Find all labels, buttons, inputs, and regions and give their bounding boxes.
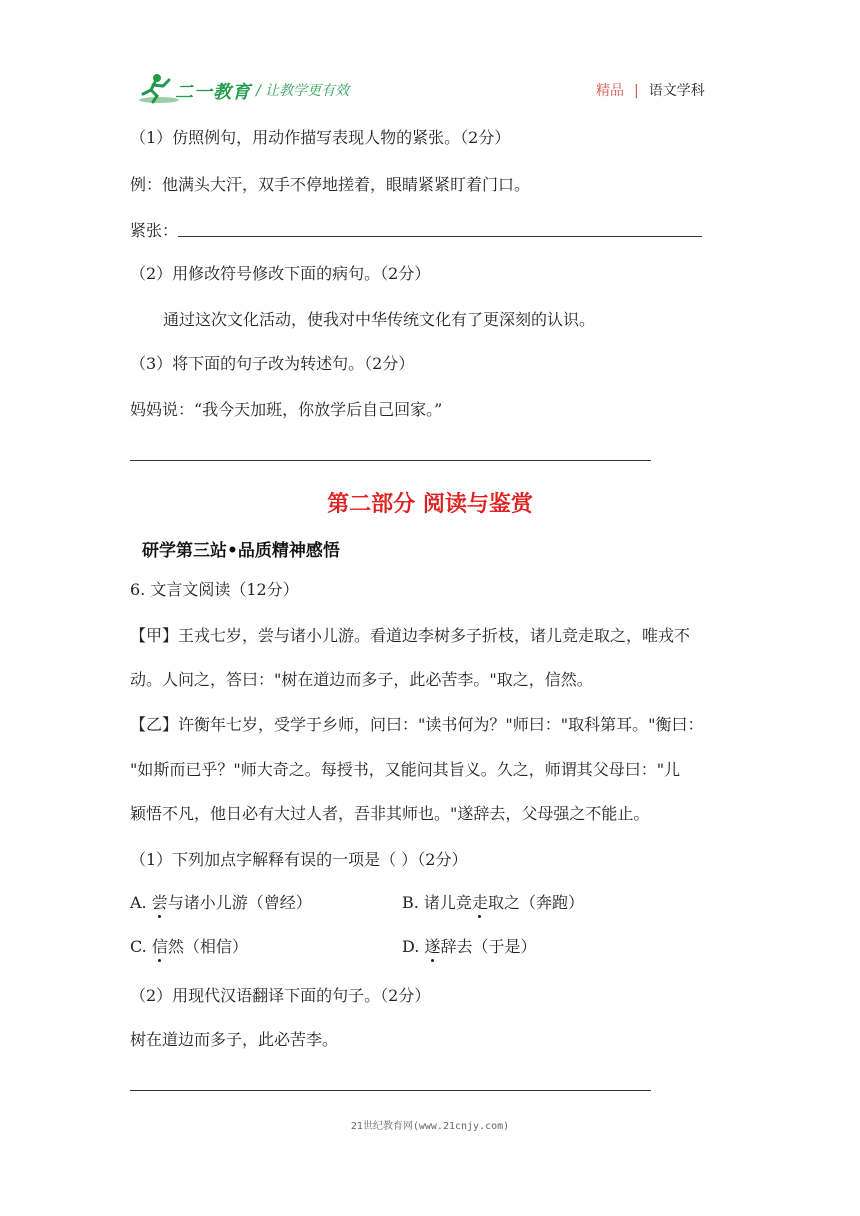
passage-jia-line-1: 【甲】王戎七岁，尝与诸小儿游。看道边李树多子折枝，诸儿竞走取之，唯戎不 — [130, 626, 691, 645]
passage-yi-line-1: 【乙】许衡年七岁，受学于乡师，问曰："读书何为？"师曰："取科第耳。"衡曰： — [130, 715, 704, 734]
q6-title: 6. 文言文阅读（12分） — [130, 580, 299, 599]
brand-name: 二一教育 — [175, 82, 251, 103]
option-a-rest: 与诸小儿游（曾经） — [167, 893, 312, 912]
header-separator: | — [634, 83, 639, 99]
option-b-prefix: B. 诸儿竞 — [402, 893, 472, 912]
header-right — [596, 80, 705, 100]
q3-answer-line[interactable] — [130, 460, 651, 461]
q1-example: 例：他满头大汗，双手不停地搓着，眼睛紧紧盯着门口。 — [130, 175, 531, 194]
q1-title: （1）仿照例句，用动作描写表现人物的紧张。（2分） — [130, 128, 511, 147]
sub2-answer-line[interactable] — [130, 1090, 651, 1091]
quality-badge: 精品 — [596, 83, 624, 99]
option-a-prefix: A. — [130, 893, 152, 912]
q3-sentence: 妈妈说：“我今天加班，你放学后自己回家。” — [130, 400, 443, 419]
passage-yi-line-3: 颖悟不凡，他日必有大过人者，吾非其师也。"遂辞去，父母强之不能止。 — [130, 804, 650, 823]
option-c[interactable] — [130, 937, 248, 957]
option-b-dotted-char: 走 — [471, 893, 488, 912]
sub1-title: （1）下列加点字解释有误的一项是（ ）（2分） — [130, 850, 468, 869]
q3-title: （3）将下面的句子改为转述句。（2分） — [130, 354, 415, 373]
option-d-rest: 辞去（于是） — [440, 937, 537, 956]
q1-answer-label: 紧张： — [130, 221, 179, 240]
passage-jia-line-2: 动。人问之，答曰："树在道边而多子，此必苦李。"取之，信然。 — [130, 670, 593, 689]
sub2-title: （2）用现代汉语翻译下面的句子。（2分） — [130, 986, 431, 1005]
option-b[interactable] — [402, 893, 584, 913]
option-a[interactable] — [130, 893, 312, 913]
subject-label: 语文学科 — [648, 83, 705, 99]
option-c-rest: 然（相信） — [167, 937, 248, 956]
q2-sentence: 通过这次文化活动，使我对中华传统文化有了更深刻的认识。 — [163, 310, 596, 329]
option-c-dotted-char: 信 — [151, 937, 168, 956]
station-heading: 研学第三站•品质精神感悟 — [142, 541, 340, 561]
option-a-dotted-char: 尝 — [151, 893, 168, 912]
option-d-dotted-char: 遂 — [424, 937, 441, 956]
option-c-prefix: C. — [130, 937, 152, 956]
section-title: 第二部分 阅读与鉴赏 — [327, 492, 533, 517]
sub2-sentence: 树在道边而多子，此必苦李。 — [130, 1030, 339, 1049]
option-d-prefix: D. — [402, 937, 425, 956]
brand-slogan: / 让教学更有效 — [256, 83, 350, 99]
option-d[interactable] — [402, 937, 536, 957]
q2-title: （2）用修改符号修改下面的病句。（2分） — [130, 264, 431, 283]
option-b-rest: 取之（奔跑） — [487, 893, 584, 912]
footer-source: 21世纪教育网(www.21cnjy.com) — [350, 1121, 510, 1132]
q1-answer-line[interactable] — [178, 236, 702, 237]
passage-yi-line-2: "如斯而已乎？"师大奇之。每授书，又能问其旨义。久之，师谓其父母曰："儿 — [130, 760, 681, 779]
